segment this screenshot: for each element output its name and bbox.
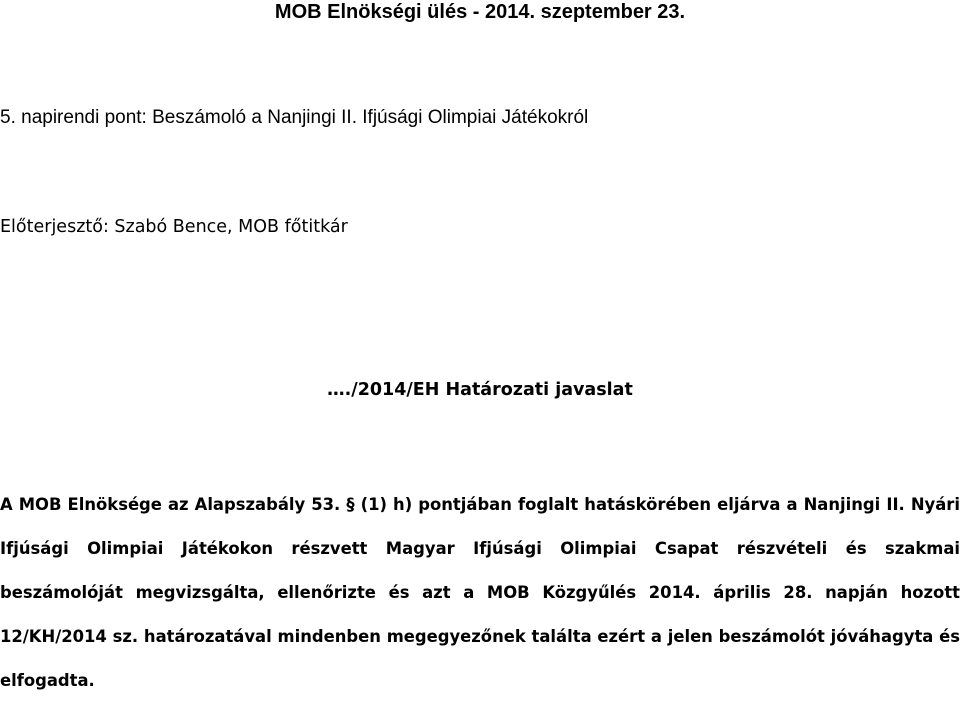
meeting-title: MOB Elnökségi ülés - 2014. szeptember 23. [274, 1, 686, 23]
presenter-line: Előterjesztő: Szabó Bence, MOB főtitkár [0, 217, 348, 237]
resolution-title: …./2014/EH Határozati javaslat [327, 380, 633, 400]
resolution-body: A MOB Elnöksége az Alapszabály 53. § (1) h) pontjában foglalt hatáskörében eljárva a Nanjingi II. Nyári Ifjúsági Olimpiai Játékokon részvett Magyar Ifjúsági Olimpiai Csapat részvételi és szakmai beszámolóját megvizsgálta, ellenőrizte és azt a MOB Közgyűlés 2014. április 28. napján hozott 12/KH/2014 sz. határozatával mindenben megegyezőnek találta ezért a jelen beszámolót jóváhagyta és elfogadta. [0, 495, 960, 690]
agenda-item: 5. napirendi pont: Beszámoló a Nanjingi II. Ifjúsági Olimpiai Játékokról [0, 107, 589, 128]
